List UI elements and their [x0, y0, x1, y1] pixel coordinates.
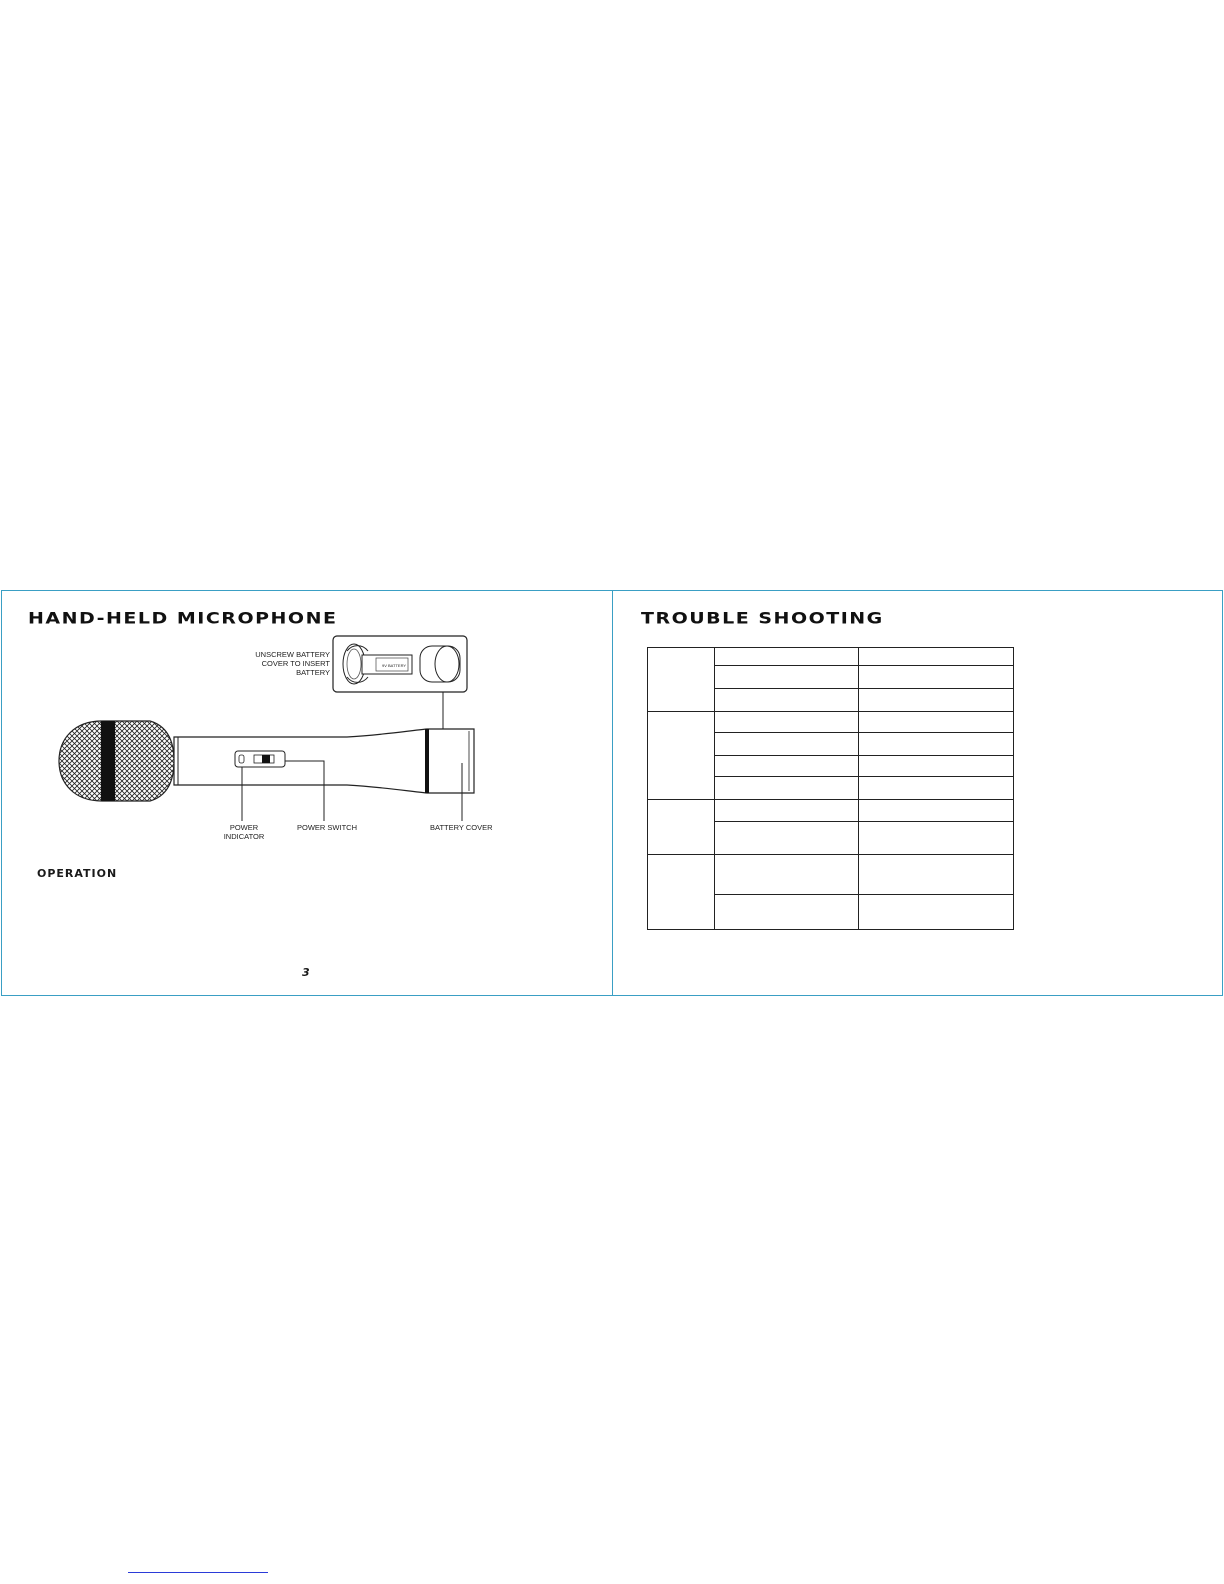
page-title: HAND-HELD MICROPHONE: [28, 609, 338, 628]
cause-cell: [714, 895, 859, 930]
table-row: [648, 648, 1014, 666]
power-indicator-callout: [216, 823, 272, 841]
troubleshooting-table: [647, 647, 1014, 930]
solution-cell: [859, 756, 1014, 777]
solution-cell: [859, 648, 1014, 666]
page-title: TROUBLE SHOOTING: [641, 609, 884, 628]
cause-cell: [714, 756, 859, 777]
power-switch-callout: POWER SWITCH: [297, 823, 357, 832]
solution-cell: [859, 712, 1014, 733]
table-row: [648, 712, 1014, 733]
solution-cell: [859, 822, 1014, 855]
solution-cell: [859, 666, 1014, 689]
cover-seam: [425, 729, 429, 793]
cause-cell: [714, 855, 859, 895]
solution-cell: [859, 800, 1014, 822]
right-page-panel: [612, 590, 1223, 996]
operation-heading: OPERATION: [37, 867, 118, 880]
table-row: [648, 800, 1014, 822]
power-indicator-led: [239, 755, 244, 763]
problem-cell: [648, 712, 715, 800]
callout-line: UNSCREW BATTERY: [255, 650, 330, 659]
cause-cell: [714, 800, 859, 822]
problem-cell: [648, 855, 715, 930]
microphone-grille: [59, 721, 174, 801]
callout-line: COVER TO INSERT: [261, 659, 330, 668]
battery-cover-callout: BATTERY COVER: [430, 823, 493, 832]
solution-cell: [859, 855, 1014, 895]
grille-band: [101, 721, 115, 801]
problem-cell: [648, 800, 715, 855]
solution-cell: [859, 895, 1014, 930]
callout-line: BATTERY: [296, 668, 330, 677]
cause-cell: [714, 777, 859, 800]
cause-cell: [714, 822, 859, 855]
page-number: 3: [302, 966, 310, 979]
link-underline[interactable]: [128, 1572, 268, 1573]
cause-cell: [714, 712, 859, 733]
battery-label: 9V BATTERY: [382, 663, 407, 668]
callout-line: POWER: [229, 823, 259, 832]
left-page-panel: [1, 590, 613, 996]
solution-cell: [859, 777, 1014, 800]
cause-cell: [714, 689, 859, 712]
solution-cell: [859, 733, 1014, 756]
unscrew-battery-callout: [254, 650, 330, 677]
cause-cell: [714, 666, 859, 689]
cause-cell: [714, 733, 859, 756]
solution-cell: [859, 689, 1014, 712]
problem-cell: [648, 648, 715, 712]
cause-cell: [714, 648, 859, 666]
table-row: [648, 855, 1014, 895]
callout-line: INDICATOR: [223, 832, 265, 841]
